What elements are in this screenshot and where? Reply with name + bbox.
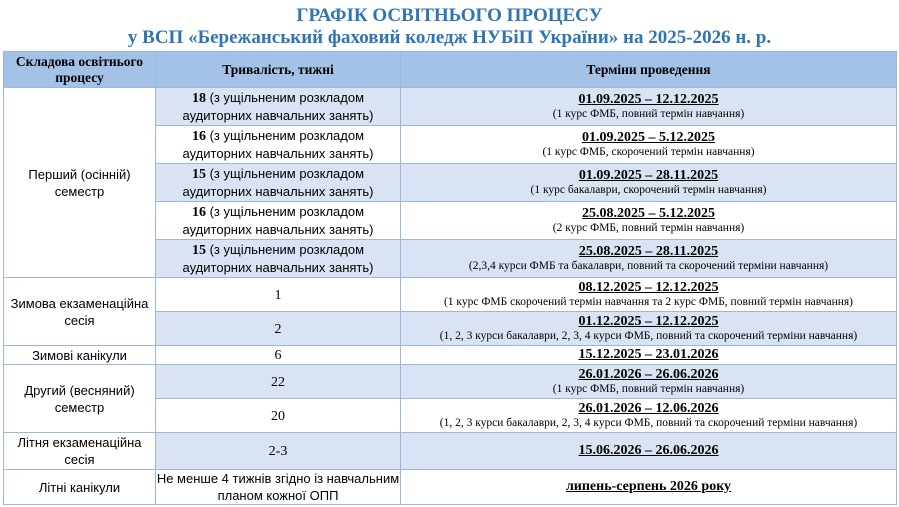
- duration-cell: [156, 88, 401, 126]
- period-note: (1 курс бакалаври, скорочений термін навчання): [530, 184, 767, 196]
- period-dates: липень-серпень 2026 року: [565, 479, 732, 494]
- header-component: Складова освітнього процесу: [4, 52, 156, 88]
- weeks-value: 6: [274, 348, 282, 363]
- dates-cell: [401, 365, 897, 399]
- duration-cell: [156, 240, 401, 278]
- period-dates: 26.01.2026 – 12.06.2026: [578, 401, 719, 416]
- period-note: (2,3,4 курси ФМБ та бакалаври, повний та скорочений терміни навчання): [468, 260, 829, 272]
- period-dates: 26.01.2026 – 26.06.2026: [578, 367, 719, 382]
- dates-cell: [401, 312, 897, 346]
- dates-cell: [401, 202, 897, 240]
- weeks-value: 15: [191, 167, 206, 182]
- weeks-note: (з ущільненим розкладом аудиторних навчальних занять): [182, 204, 374, 237]
- period-dates: 01.09.2025 – 5.12.2025: [582, 130, 715, 145]
- period-dates: 08.12.2025 – 12.12.2025: [578, 280, 719, 295]
- table-row: [4, 278, 897, 312]
- section-label: Літня екзаменаційна сесія: [17, 435, 142, 467]
- table-header-row: [4, 52, 897, 88]
- section-label: Перший (осінній) семестр: [28, 166, 131, 199]
- duration-cell: [156, 202, 401, 240]
- period-dates: 15.06.2026 – 26.06.2026: [578, 443, 719, 458]
- document-subtitle: у ВСП «Бережанський фаховий коледж НУБіП України» на 2025-2026 н. р.: [127, 27, 772, 48]
- period-dates: 25.08.2025 – 28.11.2025: [578, 244, 719, 259]
- table-row: [4, 433, 897, 470]
- section-winter-holidays: [4, 346, 156, 365]
- section-summer-session: [4, 433, 156, 470]
- section-label: Зимова екзаменаційна сесія: [10, 295, 149, 328]
- section-first-semester: [4, 88, 156, 278]
- duration-cell: [156, 365, 401, 399]
- period-note: (1, 2, 3 курси бакалаври, 2, 3, 4 курси ФМБ, повний та скорочений терміни навчання): [439, 417, 858, 429]
- period-dates: 01.09.2025 – 12.12.2025: [578, 92, 719, 107]
- weeks-value: 16: [191, 205, 206, 220]
- period-note: (2 курс ФМБ, повний термін навчання): [552, 222, 745, 234]
- period-note: (1 курс ФМБ скорочений термін навчання та 2 курс ФМБ, повний термін навчання): [443, 296, 854, 308]
- weeks-value: Не менше 4 тижнів згідно із навчальним планом кожної ОПП: [156, 471, 400, 503]
- duration-cell: [156, 278, 401, 312]
- duration-cell: [156, 470, 401, 505]
- period-note: (1 курс ФМБ, скорочений термін навчання): [542, 146, 755, 158]
- table-row: [4, 365, 897, 399]
- section-second-semester: [4, 365, 156, 433]
- duration-cell: [156, 399, 401, 433]
- period-dates: 01.09.2025 – 28.11.2025: [578, 168, 719, 183]
- duration-cell: [156, 346, 401, 365]
- schedule-table: [3, 51, 897, 505]
- table-row: [4, 88, 897, 126]
- period-note: (1 курс ФМБ, повний термін навчання): [552, 383, 745, 395]
- period-note: (1 курс ФМБ, повний термін навчання): [552, 108, 745, 120]
- weeks-note: (з ущільненим розкладом аудиторних навчальних занять): [182, 90, 374, 123]
- dates-cell: [401, 164, 897, 202]
- dates-cell: [401, 278, 897, 312]
- dates-cell: [401, 88, 897, 126]
- weeks-value: 2: [274, 321, 282, 337]
- table-row: [4, 470, 897, 505]
- period-dates: 01.12.2025 – 12.12.2025: [578, 314, 719, 329]
- section-summer-holidays: [4, 470, 156, 505]
- section-label: Літні канікули: [38, 479, 121, 495]
- weeks-value: 2-3: [268, 444, 288, 459]
- duration-cell: [156, 126, 401, 164]
- section-label: Зимові канікули: [32, 347, 127, 363]
- header-dates: Терміни проведення: [401, 52, 897, 88]
- dates-cell: [401, 433, 897, 470]
- weeks-value: 20: [271, 408, 285, 424]
- period-dates: 15.12.2025 – 23.01.2026: [578, 347, 719, 362]
- dates-cell: [401, 240, 897, 278]
- period-note: (1, 2, 3 курси бакалаври, 2, 3, 4 курси ФМБ, повний та скорочений терміни навчання): [439, 330, 858, 342]
- header-duration: Тривалість, тижні: [156, 52, 401, 88]
- section-label: Другий (весняний) семестр: [24, 382, 135, 415]
- dates-cell: [401, 126, 897, 164]
- table-row: [4, 346, 897, 365]
- weeks-value: 22: [271, 374, 285, 390]
- weeks-value: 15: [191, 243, 206, 258]
- duration-cell: [156, 164, 401, 202]
- duration-cell: [156, 312, 401, 346]
- weeks-value: 16: [191, 129, 206, 144]
- weeks-note: (з ущільненим розкладом аудиторних навчальних занять): [182, 128, 374, 161]
- dates-cell: [401, 399, 897, 433]
- dates-cell: [401, 470, 897, 505]
- weeks-note: (з ущільненим розкладом аудиторних навчальних занять): [182, 242, 374, 275]
- weeks-note: (з ущільненим розкладом аудиторних навчальних занять): [182, 166, 374, 199]
- duration-cell: [156, 433, 401, 470]
- section-winter-session: [4, 278, 156, 346]
- weeks-value: 1: [274, 287, 282, 303]
- weeks-value: 18: [191, 91, 206, 106]
- dates-cell: [401, 346, 897, 365]
- period-dates: 25.08.2025 – 5.12.2025: [582, 206, 715, 221]
- document-title: ГРАФІК ОСВІТНЬОГО ПРОЦЕСУ: [296, 5, 603, 26]
